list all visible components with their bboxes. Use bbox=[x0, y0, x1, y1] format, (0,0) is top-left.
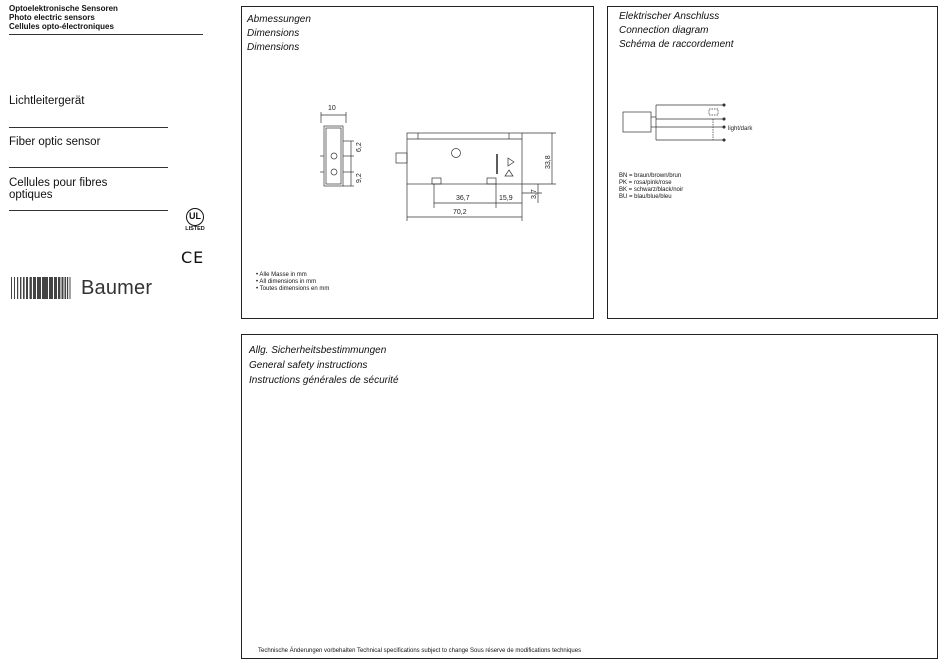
ce-mark: CE bbox=[181, 248, 205, 267]
safety-title-en: General safety instructions bbox=[249, 360, 368, 371]
baumer-logo-text: Baumer bbox=[81, 277, 153, 299]
header-divider bbox=[9, 34, 203, 35]
dimensions-title-de: Abmessungen bbox=[247, 14, 311, 25]
dim-top-spacing: 6,2 bbox=[356, 142, 363, 152]
product-name-en: Fiber optic sensor bbox=[9, 136, 101, 148]
dim-total-length: 70,2 bbox=[453, 209, 467, 216]
light-dark-switch-label: light/dark bbox=[728, 126, 753, 132]
product-divider-2 bbox=[9, 167, 168, 168]
dimension-note-en: • All dimensions in mm bbox=[256, 279, 317, 285]
dim-bottom-spacing: 9,2 bbox=[356, 173, 363, 183]
product-name-fr bbox=[9, 177, 107, 201]
dimension-note-de: • Alle Masse in mm bbox=[256, 272, 307, 278]
product-name-fr-line2: optiques bbox=[9, 189, 53, 201]
product-name-de: Lichtleitergerät bbox=[9, 95, 85, 107]
product-divider-3 bbox=[9, 210, 168, 211]
connection-title-fr: Schéma de raccordement bbox=[619, 39, 734, 50]
ul-listed-logo bbox=[182, 208, 208, 233]
series-header-de: Optoelektronische Sensoren bbox=[9, 4, 118, 13]
wiring-diagram bbox=[608, 7, 937, 318]
safety-titles bbox=[249, 343, 399, 388]
baumer-logo bbox=[11, 276, 161, 300]
wire-legend-bn: BN = braun/brown/brun bbox=[619, 173, 682, 179]
dimensions-title-en: Dimensions bbox=[247, 28, 300, 39]
wire-color-legend bbox=[619, 173, 683, 201]
connection-title-en: Connection diagram bbox=[619, 25, 709, 36]
dim-offset: 3,7 bbox=[531, 189, 538, 199]
ul-mark-text: UL bbox=[189, 211, 201, 221]
dimensions-title-fr: Dimensions bbox=[247, 42, 300, 53]
series-header bbox=[9, 4, 118, 31]
dim-length-b: 15,9 bbox=[499, 195, 513, 202]
product-name-fr-line1: Cellules pour fibres bbox=[9, 177, 108, 189]
connection-panel bbox=[607, 6, 938, 319]
safety-title-fr: Instructions générales de sécurité bbox=[249, 375, 399, 386]
dim-length-a: 36,7 bbox=[456, 195, 470, 202]
wire-legend-pk: PK = rosa/pink/rose bbox=[619, 180, 672, 186]
ul-circle-icon bbox=[186, 208, 204, 226]
dim-width-side: 10 bbox=[328, 105, 336, 112]
dimensions-panel bbox=[241, 6, 594, 319]
baumer-logo-bars-icon bbox=[11, 277, 73, 299]
footer-disclaimer: Technische Änderungen vorbehalten Technical specifications subject to change Sous réserve de modifications techniques bbox=[258, 648, 582, 654]
dimension-note-fr: • Toutes dimensions en mm bbox=[256, 286, 330, 292]
ul-listed-text: LISTED bbox=[185, 226, 205, 232]
dimension-notes bbox=[256, 272, 329, 293]
safety-title-de: Allg. Sicherheitsbestimmungen bbox=[249, 345, 387, 356]
wire-legend-bk: BK = schwarz/black/noir bbox=[619, 187, 684, 193]
wire-legend-bu: BU = blau/blue/bleu bbox=[619, 194, 672, 200]
series-header-en: Photo electric sensors bbox=[9, 13, 95, 22]
product-divider-1 bbox=[9, 127, 168, 128]
safety-panel bbox=[241, 334, 938, 659]
series-header-fr: Cellules opto-électroniques bbox=[9, 22, 114, 31]
connection-title-de: Elektrischer Anschluss bbox=[619, 11, 720, 22]
dim-height: 33,8 bbox=[545, 155, 552, 169]
